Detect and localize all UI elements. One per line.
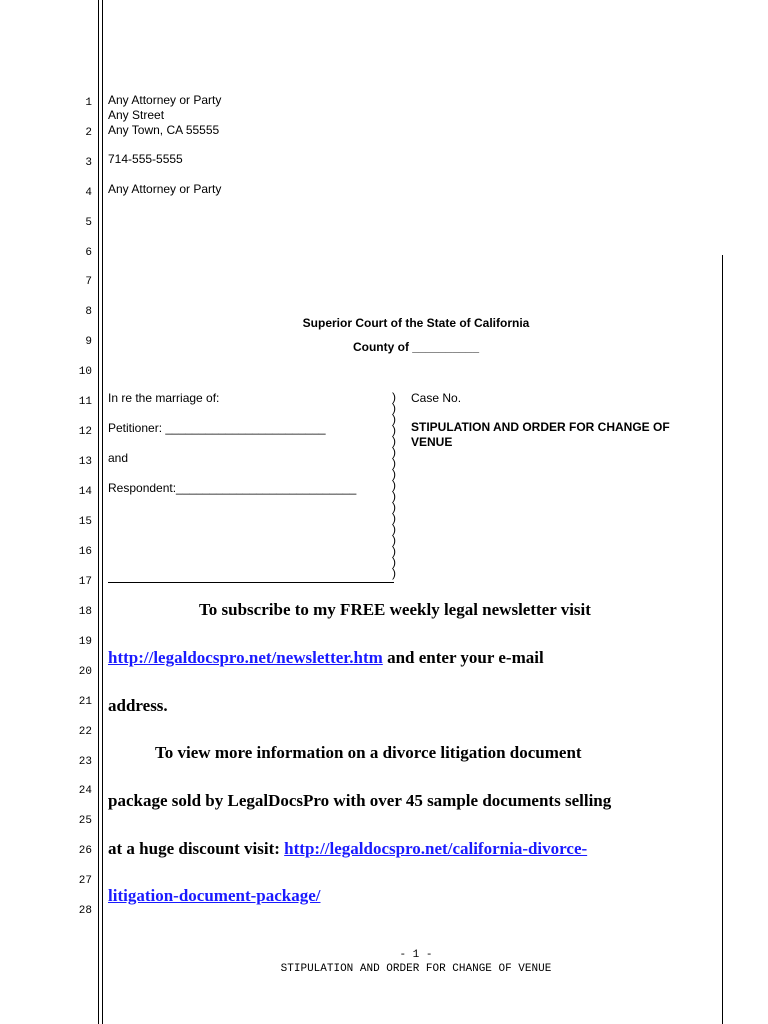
document-title-line1: STIPULATION AND ORDER FOR CHANGE OF: [411, 420, 670, 434]
line-number: 11: [78, 396, 92, 408]
respondent-line: Respondent:___________________________: [108, 481, 357, 495]
line-number: 25: [78, 815, 92, 827]
attorney-phone: 714-555-5555: [108, 152, 183, 166]
caption-bottom-rule: [108, 582, 394, 583]
package-line1: To view more information on a divorce litigation document: [155, 743, 582, 762]
newsletter-link[interactable]: http://legaldocspro.net/newsletter.htm: [108, 648, 383, 667]
and-label: and: [108, 451, 129, 465]
left-margin-rule-inner: [102, 0, 103, 1024]
case-number-label: Case No.: [411, 391, 462, 405]
line-number: 27: [78, 875, 92, 887]
line-number: 21: [78, 696, 92, 708]
package-line4: [108, 886, 321, 906]
line-number: 4: [85, 187, 92, 199]
package-link-part1[interactable]: http://legaldocspro.net/california-divorce-: [284, 839, 588, 858]
footer-title: STIPULATION AND ORDER FOR CHANGE OF VENUE: [280, 963, 552, 975]
right-margin-rule: [722, 255, 723, 1024]
line-number: 22: [78, 726, 92, 738]
line-number: 17: [78, 576, 92, 588]
line-number: 1: [85, 97, 92, 109]
caption-parentheses: ) ) ) ) ) ) ) ) ) ) ) ) ) ) ) ) ): [392, 390, 396, 580]
line-number: 19: [78, 636, 92, 648]
newsletter-link-suffix: and enter your e-mail: [382, 648, 544, 667]
package-line3: [108, 839, 587, 859]
line-number: 15: [78, 516, 92, 528]
petitioner-line: Petitioner: ________________________: [108, 421, 326, 435]
line-number: 12: [78, 426, 92, 438]
court-name: Superior Court of the State of California: [302, 316, 530, 330]
line-number: 18: [78, 606, 92, 618]
line-number: 23: [78, 756, 92, 768]
package-line2: package sold by LegalDocsPro with over 45 sample documents selling: [108, 791, 612, 810]
line-number: 24: [78, 785, 92, 797]
line-number: 6: [85, 247, 92, 259]
left-margin-rule-outer: [98, 0, 99, 1024]
line-number: 14: [78, 486, 92, 498]
document-title-line2: VENUE: [411, 435, 453, 449]
in-re-label: In re the marriage of:: [108, 391, 220, 405]
line-number: 5: [85, 217, 92, 229]
attorney-for: Any Attorney or Party: [108, 182, 222, 196]
package-link-part2[interactable]: litigation-document-package/: [108, 886, 321, 905]
line-number: 16: [78, 546, 92, 558]
newsletter-line: To subscribe to my FREE weekly legal newsletter visit: [199, 600, 591, 619]
line-number: 28: [78, 905, 92, 917]
attorney-name: Any Attorney or Party: [108, 93, 222, 107]
line-number: 20: [78, 666, 92, 678]
line-number: 13: [78, 456, 92, 468]
line-number: 10: [78, 366, 92, 378]
court-county: County of __________: [352, 340, 480, 354]
newsletter-address-line: address.: [108, 696, 168, 715]
line-number: 7: [85, 276, 92, 288]
line-number: 3: [85, 157, 92, 169]
newsletter-link-line: [108, 648, 544, 668]
attorney-city: Any Town, CA 55555: [108, 123, 220, 137]
line-number: 8: [85, 306, 92, 318]
line-number: 26: [78, 845, 92, 857]
line-number: 2: [85, 127, 92, 139]
line-number: 9: [85, 336, 92, 348]
attorney-street: Any Street: [108, 108, 165, 122]
package-line3-prefix: at a huge discount visit:: [108, 839, 285, 858]
footer-page-number: - 1 -: [399, 949, 433, 961]
